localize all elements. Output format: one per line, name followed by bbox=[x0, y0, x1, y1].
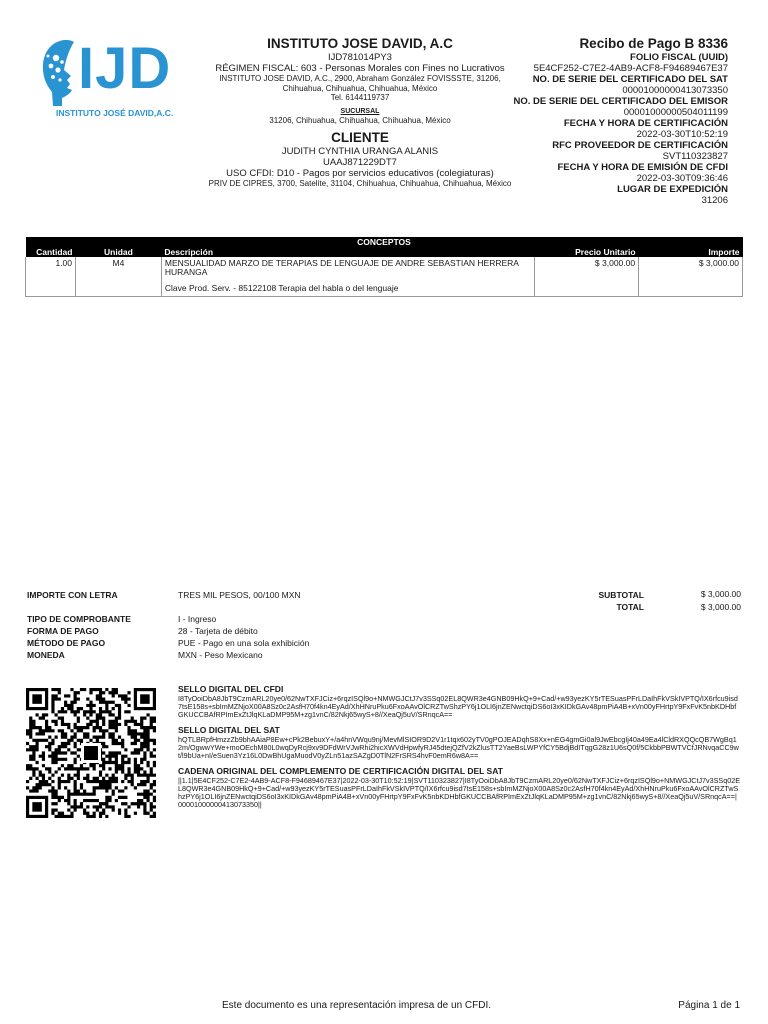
total-label: TOTAL bbox=[616, 602, 644, 612]
qr-code-icon bbox=[26, 688, 156, 818]
company-address-1: INSTITUTO JOSE DAVID, A.C., 2900, Abraham González FOVISSSTE, 31206, bbox=[219, 74, 501, 83]
logo-letters: IJD bbox=[78, 36, 172, 101]
col-importe: Importe bbox=[639, 247, 743, 257]
company-regimen: RÉGIMEN FISCAL: 603 - Personas Morales con Fines no Lucrativos bbox=[215, 63, 505, 74]
forma-label: FORMA DE PAGO bbox=[27, 626, 99, 636]
client-address: PRIV DE CIPRES, 3700, Satelite, 31104, Chihuahua, Chihuahua, Chihuahua, México bbox=[208, 178, 512, 188]
sello-sat-value: hQTLBRpfHmzzZb9bhAAiaP8Ew+cPk2BebuxY+/a4hnVWqu9nj/MevMlSIOR9D2V1r1tqx602yTV0gPOJEADqhS8Xx+nEG4gmGi0al9JwEbcgIj40a49Ea4lCldRXQQcQB7WgBq12m/OgwwYWe+moOEchM80L0wqDyRcj9xv9DFdWrVJwRhi2hicXWVdHpwfyRJ45dtejQZfV2kZlusTT2YaeBsLWPYfCY5BdjBdITqgG28z1U6sQ0f/5CkbbPBWTVCfJRNvqaCC9wt/l9bUa+nI/eSuen3Yz16L0DwBhUgaMuodV0yZLn51azSAZgD0TlN2FrSRS4hvF0emR6w8A== bbox=[178, 735, 739, 760]
row-precio: $ 3,000.00 bbox=[535, 257, 639, 297]
conceptos-table bbox=[25, 237, 743, 297]
client-name: JUDITH CYNTHIA URANGA ALANIS bbox=[281, 145, 439, 157]
col-unidad: Unidad bbox=[75, 247, 161, 257]
rfc-prov-label: RFC PROVEEDOR DE CERTIFICACIÓN bbox=[552, 140, 728, 151]
logo-caption: INSTITUTO JOSÉ DAVID,A.C. bbox=[56, 108, 174, 118]
table-row bbox=[26, 257, 743, 297]
lugar-value: 31206 bbox=[701, 195, 728, 206]
row-descripcion-text: MENSUALIDAD MARZO DE TERAPIAS DE LENGUAJE DE ANDRE SEBASTIAN HERRERA HURANGA bbox=[164, 258, 519, 277]
cert-emisor-value: 00001000000504011199 bbox=[623, 107, 728, 118]
company-rfc: IJD781014PY3 bbox=[328, 52, 392, 63]
col-descripcion: Descripción bbox=[161, 247, 534, 257]
footer-page: Página 1 de 1 bbox=[678, 1000, 740, 1011]
client-uso-cfdi: USO CFDI: D10 - Pagos por servicios educativos (colegiaturas) bbox=[226, 167, 494, 179]
fecha-emision-value: 2022-03-30T09:36:46 bbox=[636, 173, 728, 184]
cadena-label: CADENA ORIGINAL DEL COMPLEMENTO DE CERTIFICACIÓN DIGITAL DEL SAT bbox=[178, 766, 503, 776]
footer-note: Este documento es una representación impresa de un CFDI. bbox=[222, 1000, 492, 1011]
seals-block bbox=[178, 684, 740, 809]
moneda-value: MXN - Peso Mexicano bbox=[178, 650, 263, 660]
sucursal-label: SUCURSAL bbox=[340, 107, 380, 115]
conceptos-title: CONCEPTOS bbox=[26, 237, 743, 247]
subtotal-label: SUBTOTAL bbox=[598, 590, 644, 600]
company-logo bbox=[40, 36, 190, 122]
folio-label: FOLIO FISCAL (UUID) bbox=[630, 52, 728, 63]
forma-value: 28 - Tarjeta de débito bbox=[178, 626, 258, 636]
sello-cfdi-value: I8TyOoiDbA8JbT9CzmARL20ye0/62NwTXFJCiz+6rqzISQl9o+NMWGJCtJ7v3SSq02EL8QWR3e4GNB09HkQ+9+Cad/+w93yezKY5rTESuasPFrLDaIhFkVSkIVPTQ/IX6rfcu9isd7tsE158s+sbImMZNjoX00A8Sz0c2AsfH70f4kn4EyAd/XhHNruPku6FxoAAvOlCRZTwShzPY6j1OLI6jnZENwctqiDS6oI3xKIDkGAv48pmPiA4B+xVn00yFHrtpY9FxFvK5nbKDHbfGKUCCBAfRPImExZtJlqKLaDMP95M+zg1vnC/82Nkj65wyS+8//XeaQj5uV/SRnqcA== bbox=[178, 694, 738, 719]
total-value: $ 3,000.00 bbox=[700, 602, 741, 612]
row-clave: Clave Prod. Serv. - 85122108 Terapia del habla o del lenguaje bbox=[164, 283, 399, 293]
receipt-title: Recibo de Pago B 8336 bbox=[579, 36, 728, 51]
col-precio: Precio Unitario bbox=[535, 247, 639, 257]
tipo-value: I - Ingreso bbox=[178, 614, 217, 624]
importe-letra-label: IMPORTE CON LETRA bbox=[27, 590, 118, 600]
fecha-cert-value: 2022-03-30T10:52:19 bbox=[636, 129, 728, 140]
sucursal-address: 31206, Chihuahua, Chihuahua, Chihuahua, México bbox=[269, 116, 451, 125]
cadena-value: ||1.1|5E4CF252-C7E2-4AB9-ACF8-F94689467E37|2022-03-30T10:52:19|SVT110323827|I8TyOoiDbA8JbT9CzmARL20ye0/62NwTXFJCiz+6rqzISQl9o+NMWGJCtJ7v3SSq02EL8QWR3e4GNB09HkQ+9+Cad/+w93yezKY5rTESuasPFrLDaIhFkVSkIVPTQ/IX6rfcu9isd7tsE158s+sbImMZNjoX00A8Sz0c2AsfH70f4kn4EyAd/XhHNruPku6FxoAAvOlCRZTwShzPY6j1OLI6jnZENwctqiDS6oI3xKIDkGAv48pmPiA4B+xVn00yFHrtpY9FxFvK5nbKDHbfGKUCCBAfRPImExZtJlqKLaDMP95M+zg1vnC/82Nkj65wyS+8//XeaQj5uV/SRnqcA==|00001000000413073350|| bbox=[178, 776, 740, 809]
qr-code bbox=[26, 688, 156, 818]
company-phone: Tel. 6144119737 bbox=[330, 93, 390, 102]
company-name: INSTITUTO JOSE DAVID, A.C bbox=[267, 36, 453, 51]
issuer-client-block bbox=[200, 36, 520, 188]
tipo-label: TIPO DE COMPROBANTE bbox=[27, 614, 131, 624]
client-title: CLIENTE bbox=[331, 129, 389, 145]
subtotal-value: $ 3,000.00 bbox=[700, 589, 741, 599]
rfc-prov-value: SVT110323827 bbox=[662, 151, 728, 162]
folio-value: 5E4CF252-C7E2-4AB9-ACF8-F94689467E37 bbox=[533, 63, 728, 74]
cert-sat-label: NO. DE SERIE DEL CERTIFICADO DEL SAT bbox=[532, 74, 728, 85]
fecha-cert-label: FECHA Y HORA DE CERTIFICACIÓN bbox=[563, 118, 728, 129]
company-address-2: Chihuahua, Chihuahua, Chihuahua, México bbox=[282, 83, 438, 93]
cert-emisor-label: NO. DE SERIE DEL CERTIFICADO DEL EMISOR bbox=[513, 96, 728, 107]
lugar-label: LUGAR DE EXPEDICIÓN bbox=[617, 184, 728, 195]
metodo-value: PUE - Pago en una sola exhibición bbox=[178, 638, 310, 648]
row-unidad: M4 bbox=[75, 257, 161, 297]
client-rfc: UAAJ871229DT7 bbox=[323, 156, 397, 168]
receipt-info-block bbox=[500, 36, 728, 206]
sello-cfdi-label: SELLO DIGITAL DEL CFDI bbox=[178, 684, 284, 694]
fecha-emision-label: FECHA Y HORA DE EMISIÓN DE CFDI bbox=[557, 162, 728, 173]
row-descripcion bbox=[161, 257, 534, 297]
row-cantidad: 1.00 bbox=[26, 257, 76, 297]
importe-letra-value: TRES MIL PESOS, 00/100 MXN bbox=[178, 590, 301, 600]
metodo-label: MÉTODO DE PAGO bbox=[27, 638, 106, 648]
col-cantidad: Cantidad bbox=[26, 247, 76, 257]
sello-sat-label: SELLO DIGITAL DEL SAT bbox=[178, 725, 280, 735]
cert-sat-value: 00001000000413073350 bbox=[622, 85, 728, 96]
row-importe: $ 3,000.00 bbox=[639, 257, 743, 297]
moneda-label: MONEDA bbox=[27, 650, 65, 660]
